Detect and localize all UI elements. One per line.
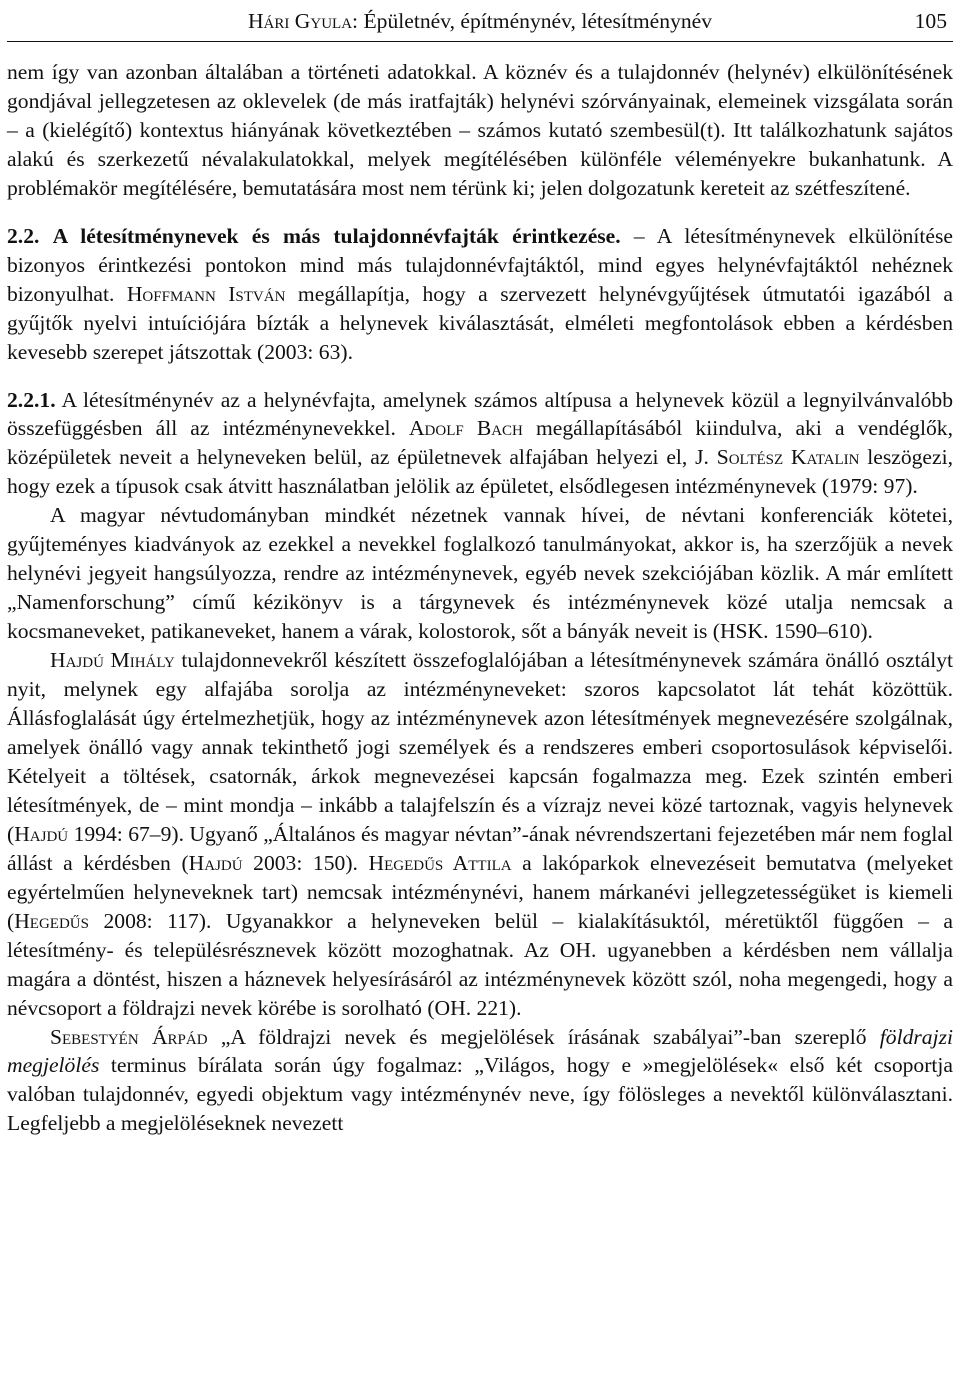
paragraph-text: 1994: 67–9). Ugyanő „Általános és magyar névtan”-ának névrendszertani fejezetében már nem foglal állást a kérdésben ( xyxy=(7,821,953,875)
author-name: Soltész Katalin xyxy=(716,445,860,470)
page-number: 105 xyxy=(914,9,947,33)
section-2-2-1 xyxy=(7,386,953,502)
author-name: Hajdú Mihály xyxy=(50,648,175,673)
paragraph-text: „A földrajzi nevek és megjelölések írásának szabályai”-ban szereplő xyxy=(207,1024,880,1049)
paragraph-sebestyen xyxy=(7,1023,953,1139)
paragraph-text: tulajdonnevekről készített összefoglalójában a létesítménynevek számára önálló osztályt nyit, melynek egy alfajába sorolja az intézményneveket: szoros kapcsolatot lát tehát közöttük. Állásfoglalását úgy értelmezhetjük, hogy az intézménynevek azon létesítmények megnevezésére szolgálnak, amelyek önálló vagy annak tekinthető jogi személyek és a rendszeres emberi csoportosulások képviselői. Kételyeit a töltések, csatornák, árkok megnevezései kapcsán fogalmazza meg. Ezek szintén emberi létesítmények, de – mint mondja – inkább a talajfelszín és a vízrajz nevei közé tartoznak, vagyis helynevek ( xyxy=(7,648,953,846)
author-name: Hegedűs Attila xyxy=(368,850,512,875)
section-text: – A létesítménynevek elkülönítése bizonyos érintkezési pontokon mind más tulajdonnévfajtáktól, mind egyes helynévfajtáktól nehéznek bizonyulhat. xyxy=(7,223,953,306)
header-sep: : xyxy=(352,9,364,33)
header-title xyxy=(7,7,953,36)
section-number: 2.2. xyxy=(7,223,40,248)
section-text: A létesítménynév az a helynévfajta, amelynek számos altípusa a helynevek közül a legnyilvánvalóbb összefüggésben áll az intézménynevekkel. xyxy=(7,387,953,441)
author-name: Adolf Bach xyxy=(408,416,523,441)
header-author-last: Gyula xyxy=(294,9,353,33)
author-name: Hoffmann István xyxy=(126,281,286,306)
italic-term: földrajzi megjelölés xyxy=(7,1024,953,1078)
section-text: megállapításából kiindulva, aki a vendéglők, középületek neveit a helyneveken belül, az épületnevek alfajában helyezi el, J. xyxy=(7,416,953,470)
author-name: Hajdú xyxy=(188,850,243,875)
section-text: megállapítja, hogy a szervezett helynévgyűjtések útmutatói igazából a gyűjtők nyelvi intuíciójára bízták a helynevek kiválasztását, elméleti megfontolások ebben a kérdésben kevesebb szerepet játszottak (2003: 63). xyxy=(7,281,953,364)
header-author-first: Hári xyxy=(247,9,290,33)
section-number: 2.2.1. xyxy=(7,387,56,412)
paragraph-magyar: A magyar névtudományban mindkét nézetnek vannak hívei, de névtani konferenciák kötetei, gyűjteményes kiadványok az ezekkel a nevekkel foglalkozó tanulmányokat, akkor is, ha szerzőjük a nevek helynévi jegyeit hangsúlyozza, rendre az intézménynevek, egyéb nevek szekciójában közlik. A már említett „Namenforschung” című kézikönyv is a tárgynevek és intézménynevek közé utalja nemcsak a kocsmaneveket, patikaneveket, hanem a várak, kolostorok, sőt a bányák neveit is (HSK. 1590–610). xyxy=(7,503,953,644)
author-name: Sebestyén Árpád xyxy=(50,1024,208,1049)
section-2-2 xyxy=(7,222,953,367)
header-title-text: Épületnév, építménynév, létesítménynév xyxy=(363,9,713,33)
section-text: leszögezi, hogy ezek a típusok csak átvitt használatban jelölik az épületet, elsődlegesen intézménynevek (1979: 97). xyxy=(7,445,953,499)
paragraph-text: 2008: 117). Ugyanakkor a helyneveken belül – kialakításuktól, méretüktől függően – a létesítmény- és településrésznevek között mozoghatnak. Az OH. ugyanebben a kérdésben nem vállalja magára a döntést, hiszen a háznevek helyesírásáról az intézménynevek között szól, noha megengedi, hogy a névcsoport a földrajzi nevek körébe is sorolható (OH. 221). xyxy=(7,908,953,1020)
paragraph-text: 2003: 150). xyxy=(242,850,369,875)
paragraph-text: terminus bírálata során úgy fogalmaz: „Világos, hogy e »megjelölések« első két csoportja valóban tulajdonnév, egyedi objektum vagy intézménynév neve, így fölösleges a nevektől különválasztani. Legfeljebb a megjelöléseknek nevezett xyxy=(7,1053,953,1136)
author-name: Hajdú xyxy=(14,821,69,846)
paragraph-intro: nem így van azonban általában a történeti adatokkal. A köznév és a tulajdonnév (helynév) elkülönítésének gondjával jellegzetesen az oklevelek (de más iratfajták) helynévi szórványainak, elemeinek vizsgálata során – a (kielégítő) kontextus hiányának következtében – számos kutató szembesül(t). Itt találkozhatunk sajátos alakú és szerkezetű névalakulatokkal, melyek megítélésében különféle véleményekre bukanhatunk. A problémakör megítélésére, bemutatására most nem térünk ki; jelen dolgozatunk kereteit az szétfeszítené. xyxy=(7,60,953,200)
paragraph-hajdu xyxy=(7,646,953,1022)
running-header xyxy=(7,0,953,42)
paragraph-text: a lakóparkok elnevezéseit bemutatva (melyeket egyértelműen helyneveknek tart) nemcsak intézménynévi, hanem márkanévi jellegzetességüket is kiemeli ( xyxy=(7,850,953,933)
author-name: Hegedűs xyxy=(14,908,89,933)
section-title: A létesítménynevek és más tulajdonnévfajták érintkezése. xyxy=(52,223,621,248)
